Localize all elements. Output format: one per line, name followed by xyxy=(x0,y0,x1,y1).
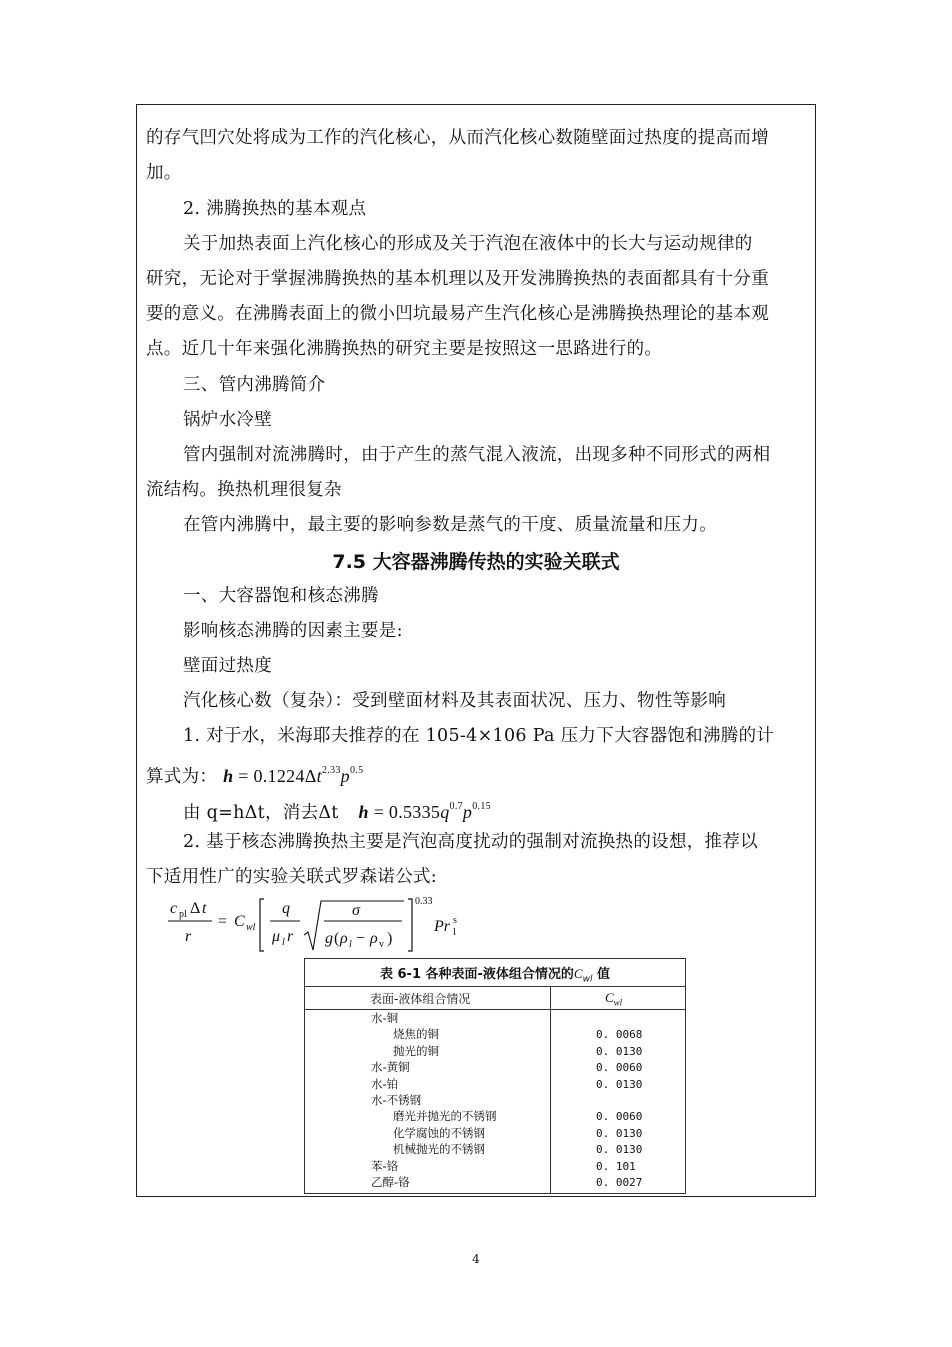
table-header xyxy=(305,986,685,1010)
svg-text:C: C xyxy=(234,913,245,930)
svg-text:−: − xyxy=(356,930,366,947)
svg-text:l: l xyxy=(349,939,352,950)
equation-line xyxy=(146,759,363,789)
paragraph-line: 流结构。换热机理很复杂 xyxy=(146,480,342,500)
table-row-label: 水-黄铜 xyxy=(371,1060,410,1075)
page-number: 4 xyxy=(472,1252,480,1266)
paragraph-line: 要的意义。在沸腾表面上的微小凹坑最易产生汽化核心是沸腾换热理论的基本观 xyxy=(146,304,769,324)
table-row-label: 抛光的铜 xyxy=(393,1043,439,1058)
table-row-label: 机械抛光的不锈钢 xyxy=(393,1142,485,1157)
section-heading: 7.5 大容器沸腾传热的实验关联式 xyxy=(332,551,620,573)
svg-text:(: ( xyxy=(334,930,340,947)
svg-text:Pr: Pr xyxy=(434,918,450,935)
svg-text:): ) xyxy=(387,930,393,947)
table-row-value: 0. 101 xyxy=(596,1159,636,1173)
cwl-table xyxy=(304,958,686,1194)
svg-text:s: s xyxy=(453,915,457,926)
table-title: 表 6-1 各种表面-液体组合情况的$C_{wl}$ 值 xyxy=(379,966,610,985)
paragraph-line: 2. 基于核态沸腾换热主要是汽泡高度扰动的强制对流换热的设想，推荐以 xyxy=(183,832,758,852)
paragraph-line: 汽化核心数（复杂）：受到壁面材料及其表面状况、压力、物性等影响 xyxy=(183,691,727,711)
table-divider xyxy=(550,986,551,1193)
rohsenow-formula xyxy=(168,895,468,957)
svg-text:r: r xyxy=(185,928,192,945)
paragraph-line: 研究，无论对于掌握沸腾换热的基本机理以及开发沸腾换热的表面都具有十分重 xyxy=(146,269,769,289)
svg-text:l: l xyxy=(282,937,285,948)
svg-text:c: c xyxy=(170,900,178,917)
equation-mikheev: $h = 0.1224\Delta t^{2.33}p^{0.5}$ xyxy=(223,765,364,786)
table-row-label: 苯-铬 xyxy=(371,1158,399,1173)
paragraph-line: 在管内沸腾中，最主要的影响参数是蒸气的干度、质量流量和压力。 xyxy=(183,515,717,535)
table-row-label: 烧焦的铜 xyxy=(393,1027,439,1042)
subheading: 三、管内沸腾简介 xyxy=(183,375,326,395)
table-row-label: 乙醇-铬 xyxy=(371,1175,410,1189)
table-header-surface: 表面-液体组合情况 xyxy=(370,992,471,1006)
equation-intro: 算式为： xyxy=(146,767,218,787)
svg-text:wl: wl xyxy=(246,922,256,933)
table-row-value: 0. 0068 xyxy=(596,1028,643,1042)
paragraph-line: 加。 xyxy=(146,163,182,183)
table-row-value: 0. 0130 xyxy=(596,1143,643,1157)
table-row-label: 磨光并抛光的不锈钢 xyxy=(393,1109,497,1124)
paragraph-line: 1. 对于水，米海耶夫推荐的在 105-4×106 Pa 压力下大容器饱和沸腾的计 xyxy=(183,726,775,746)
paragraph-line: 关于加热表面上汽化核心的形成及关于汽泡在液体中的长大与运动规律的 xyxy=(183,234,753,254)
paragraph-line: 锅炉水冷壁 xyxy=(183,410,272,430)
table-header-cwl: $C_{wl}$ xyxy=(605,990,623,1008)
equation-line xyxy=(183,795,491,825)
svg-text:μ: μ xyxy=(272,928,281,945)
equation-reduced: $h = 0.5335q^{0.7}p^{0.15}$ xyxy=(358,801,491,822)
equation-intro: 由 q=hΔt，消去Δt xyxy=(183,803,339,823)
paragraph-line: 管内强制对流沸腾时，由于产生的蒸气混入液流，出现多种不同形式的两相 xyxy=(183,445,771,465)
svg-text:0.33: 0.33 xyxy=(415,896,433,907)
table-row-value: 0. 0060 xyxy=(596,1110,643,1124)
svg-text:=: = xyxy=(218,913,228,930)
table-row-value: 0. 0130 xyxy=(596,1126,643,1140)
subheading: 一、大容器饱和核态沸腾 xyxy=(183,586,379,606)
svg-text:ρ: ρ xyxy=(370,930,378,947)
paragraph-line: 的存气凹穴处将成为工作的汽化核心，从而汽化核心数随壁面过热度的提高而增 xyxy=(146,128,769,148)
svg-text:l: l xyxy=(453,927,456,938)
svg-text:v: v xyxy=(379,939,384,950)
table-row-label: 水-铂 xyxy=(371,1076,399,1091)
svg-text:pl: pl xyxy=(179,909,187,920)
svg-text:t: t xyxy=(202,900,207,917)
paragraph-line: 点。近几十年来强化沸腾换热的研究主要是按照这一思路进行的。 xyxy=(146,339,663,359)
svg-text:r: r xyxy=(287,928,294,945)
table-row-value: 0. 0130 xyxy=(596,1077,643,1091)
paragraph-line: 影响核态沸腾的因素主要是: xyxy=(183,621,403,641)
svg-text:q: q xyxy=(282,900,290,917)
subheading: 2. 沸腾换热的基本观点 xyxy=(183,199,367,219)
table-row-value: 0. 0027 xyxy=(596,1176,643,1189)
svg-text:Δ: Δ xyxy=(190,900,201,917)
svg-text:g: g xyxy=(325,930,333,947)
svg-text:σ: σ xyxy=(352,902,360,919)
table-row-label: 水-铜 xyxy=(371,1011,399,1025)
svg-text:ρ: ρ xyxy=(340,930,348,947)
table-row-label: 水-不锈钢 xyxy=(371,1093,422,1107)
paragraph-line: 壁面过热度 xyxy=(183,656,272,676)
table-row-value: 0. 0060 xyxy=(596,1061,643,1075)
paragraph-line: 下适用性广的实验关联式罗森诺公式: xyxy=(146,867,437,887)
table-row-value: 0. 0130 xyxy=(596,1044,643,1058)
table-row-label: 化学腐蚀的不锈钢 xyxy=(393,1125,485,1140)
